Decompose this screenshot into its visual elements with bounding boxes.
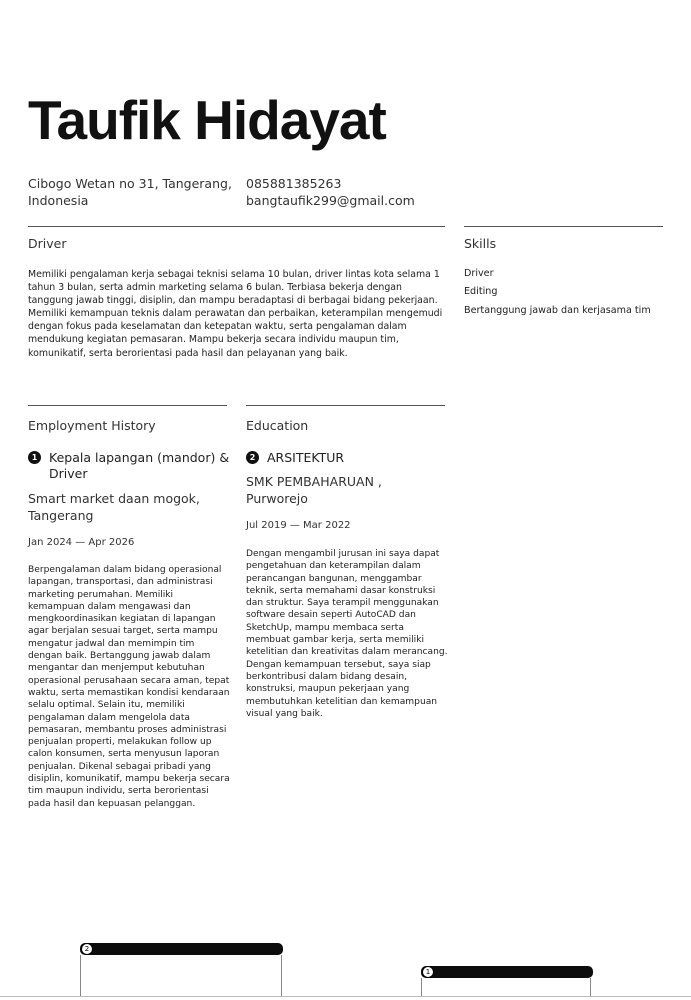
education-title: Education	[246, 418, 309, 433]
employment-divider	[28, 405, 227, 406]
education-divider	[246, 405, 445, 406]
page-tab-border	[80, 955, 81, 996]
employment-dates: Jan 2024 — Apr 2026	[28, 537, 135, 548]
page-tab-bar[interactable]	[80, 943, 283, 955]
page-tab-border	[421, 978, 422, 996]
education-dates: Jul 2019 — Mar 2022	[246, 520, 351, 531]
employer-name: Smart market daan mogok, Tangerang	[28, 491, 200, 523]
job-title: Kepala lapangan (mandor) & Driver	[49, 450, 230, 481]
entry-number-badge: 1	[28, 451, 41, 464]
email-address: bangtaufik299@gmail.com	[246, 193, 415, 208]
page-bottom-edge	[0, 996, 691, 997]
page-tab-number: 1	[422, 966, 434, 978]
page-tab-border	[281, 955, 282, 996]
address-line-2: Indonesia	[28, 193, 89, 208]
profile-title: Driver	[28, 236, 67, 251]
skills-divider	[464, 226, 663, 227]
profile-summary: Memiliki pengalaman kerja sebagai teknisi selama 10 bulan, driver lintas kota selama 1 tahun 3 bulan, serta admin marketing selama 6 bulan. Terbiasa bekerja dengan tanggung jawab tinggi, disiplin, dan mampu beradaptasi di berbagai bidang pekerjaan. Memiliki kemampuan teknis dalam perawatan dan perbaikan, keterampilan mengemudi dengan fokus pada keselamatan dan ketepatan waktu, serta pengalaman dalam mendukung kegiatan pemasaran. Mampu bekerja secara individu maupun tim, komunikatif, serta berorientasi pada hasil dan pelayanan yang baik.	[28, 269, 443, 359]
employment-description: Berpengalaman dalam bidang operasional lapangan, transportasi, dan administrasi marketing perumahan. Memiliki kemampuan dalam mengawasi dan mengkoordinasikan kegiatan di lapangan agar berjalan sesuai target, serta mampu mengatur jadwal dan memimpin tim dengan baik. Bertanggung jawab dalam mengantar dan menjemput kebutuhan operasional perusahaan secara aman, tepat waktu, serta memastikan kondisi kendaraan selalu optimal. Selain itu, memiliki pengalaman dalam mengelola data pemasaran, membantu proses administrasi penjualan properti, melakukan follow up calon konsumen, serta menyusun laporan penjualan. Dikenal sebagai pribadi yang disiplin, komunikatif, mampu bekerja secara tim maupun individu, serta berorientasi pada hasil dan kepuasan pelanggan.	[28, 565, 230, 809]
school-name: SMK PEMBAHARUAN , Purworejo	[246, 474, 382, 506]
page-tab-border	[590, 978, 591, 996]
candidate-name: Taufik Hidayat	[28, 89, 386, 151]
contact-block	[246, 175, 466, 209]
page-tab-number: 2	[81, 943, 93, 955]
skills-title: Skills	[464, 236, 497, 251]
employment-title: Employment History	[28, 418, 156, 433]
skill-item: Driver	[464, 268, 494, 279]
address-line-1: Cibogo Wetan no 31, Tangerang,	[28, 176, 232, 191]
entry-number-badge: 2	[246, 451, 259, 464]
education-field: ARSITEKTUR	[267, 450, 345, 465]
page-tab-bar[interactable]	[421, 966, 593, 978]
address-block	[28, 175, 243, 209]
phone-number: 085881385263	[246, 176, 342, 191]
skill-item: Bertanggung jawab dan kerjasama tim	[464, 305, 651, 316]
profile-divider	[28, 226, 445, 227]
education-description: Dengan mengambil jurusan ini saya dapat pengetahuan dan keterampilan dalam perancangan bangunan, menggambar teknik, serta memahami dasar konstruksi dan struktur. Saya terampil menggunakan software desain seperti AutoCAD dan SketchUp, mampu membaca serta membuat gambar kerja, serta memiliki ketelitian dan kreativitas dalam merancang. Dengan kemampuan tersebut, saya siap berkontribusi dalam bidang desain, konstruksi, maupun pekerjaan yang membutuhkan ketelitian dan kemampuan visual yang baik.	[246, 549, 448, 719]
skill-item: Editing	[464, 286, 498, 297]
